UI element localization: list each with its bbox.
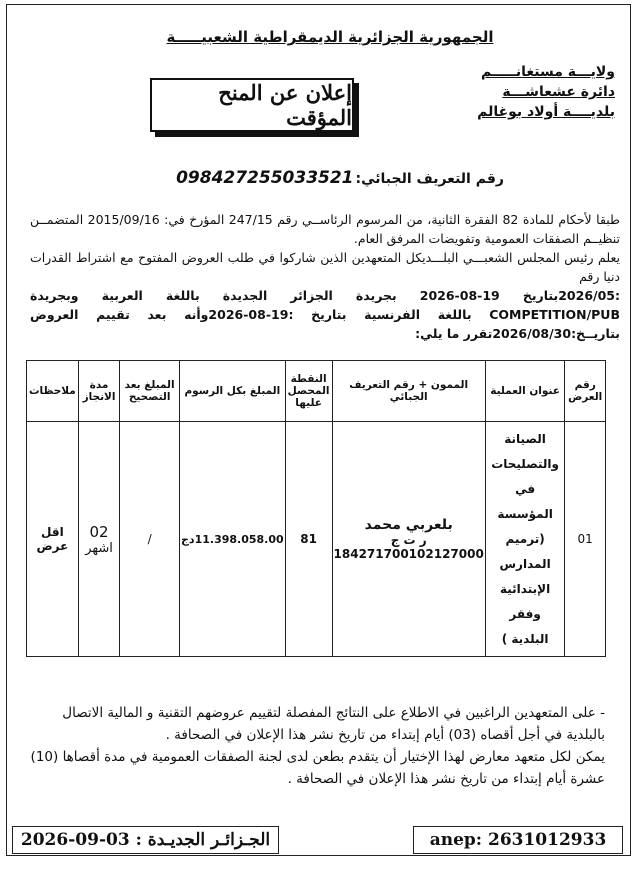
intro-line-legal: طبقا لأحكام للمادة 82 الفقرة الثانية، من المرسوم الرئاســي رقم 247/15 المؤرخ في: 2015/09/16 المتضمــن تنظيــم الصفقات العمومية وتفويضات المرفق العام.: [30, 212, 620, 246]
intro-line-tender: :2026/05بتاريخ 19-08-2026 بجريدة الجزائر الجديدة باللغة العربية وبجريدة COMPETITION/PUB باللغة الفرنسية بتاريخ :19-08-2026وأنه بعد تقييم العروض بتاريــخ:2026/08/30تقرر ما يلي:: [30, 288, 620, 341]
operation-line: المدارس: [499, 556, 551, 571]
operation-line: الإبتدائية وفقر: [500, 581, 551, 621]
announcement-title: إعلان عن المنح المؤقت: [150, 78, 354, 132]
supplier-name: بلعربي محمد: [364, 517, 453, 533]
cell-amount: 11.398.058.00دج: [180, 422, 286, 657]
cell-score: 81: [285, 422, 332, 657]
col-amount: المبلغ بكل الرسوم: [180, 361, 286, 422]
operation-line: المؤسسة (ترميم: [497, 506, 553, 546]
tax-id-line: [140, 168, 540, 188]
cell-amount-corrected: /: [120, 422, 180, 657]
publication-footer: الجـزائـر الجديـدة : 03-09-2026: [12, 826, 279, 854]
cell-operation: [485, 422, 565, 657]
col-score: النقطة المحصل عليها: [285, 361, 332, 422]
cell-supplier: [332, 422, 485, 657]
baladiya-label: بلديــــة أولاد بوغالم: [477, 104, 615, 120]
intro-paragraph: [30, 210, 620, 343]
table-header-row: [27, 361, 606, 422]
anep-footer: anep: 2631012933: [413, 826, 623, 854]
cell-notes: اقل عرض: [27, 422, 79, 657]
operation-line: الصيانة: [504, 431, 546, 446]
supplier-nif-label: ر ت ج: [390, 533, 427, 547]
duration-value: 02: [89, 522, 109, 541]
col-notes: ملاحظات: [27, 361, 79, 422]
operation-line: والتصليحات في: [491, 456, 559, 496]
cell-duration: [78, 422, 120, 657]
note-appeal: يمكن لكل متعهد معارض لهذا الإختيار أن يتقدم بطعن لدى لجنة الصفقات العمومية في مدة أقصاها (10) عشرة أيام إبتداء من تاريخ نشر هذا الإعلان في الصحافة .: [30, 749, 605, 787]
wilaya-label: ولايـــة مستغانـــــم: [480, 64, 615, 80]
table-row: [27, 422, 606, 657]
republic-header: الجمهورية الجزائرية الديمقراطية الشعبيـــــة: [166, 28, 494, 46]
cell-offer-no: 01: [565, 422, 606, 657]
daira-label: دائرة عشعاشـــة: [502, 84, 615, 100]
intro-line-notice: يعلم رئيس المجلس الشعبـــي البلـــديكل المتعهدين الذين شاركوا في طلب العروض المفتوح مع اشتراط القدرات دنيا رقم: [30, 250, 620, 284]
tax-id-label: رقم التعريف الجبائي:: [355, 171, 504, 187]
operation-line: البلدية ): [501, 631, 549, 646]
award-table: [26, 360, 606, 657]
duration-unit: اشهر: [85, 540, 113, 556]
col-duration: مدة الانجاز: [78, 361, 120, 422]
administration-block: [425, 62, 615, 122]
note-consult-results: - على المتعهدين الراغبين في الاطلاع على النتائج المفصلة لتقييم عروضهم التقنية و المالية الاتصال بالبلدية في أجل أقصاه (03) أيام إبتداء من تاريخ نشر هذا الإعلان في الصحافة .: [62, 705, 605, 743]
col-amount-corrected: المبلغ بعد التصحيح: [120, 361, 180, 422]
col-supplier: الممون + رقم التعريف الجبائي: [332, 361, 485, 422]
notes-block: [30, 702, 605, 790]
col-operation: عنوان العملية: [485, 361, 565, 422]
supplier-nif: 184271700102127000: [333, 547, 484, 561]
col-offer-no: رقم العرض: [565, 361, 606, 422]
tax-id-value: 098427255033521: [176, 168, 354, 188]
